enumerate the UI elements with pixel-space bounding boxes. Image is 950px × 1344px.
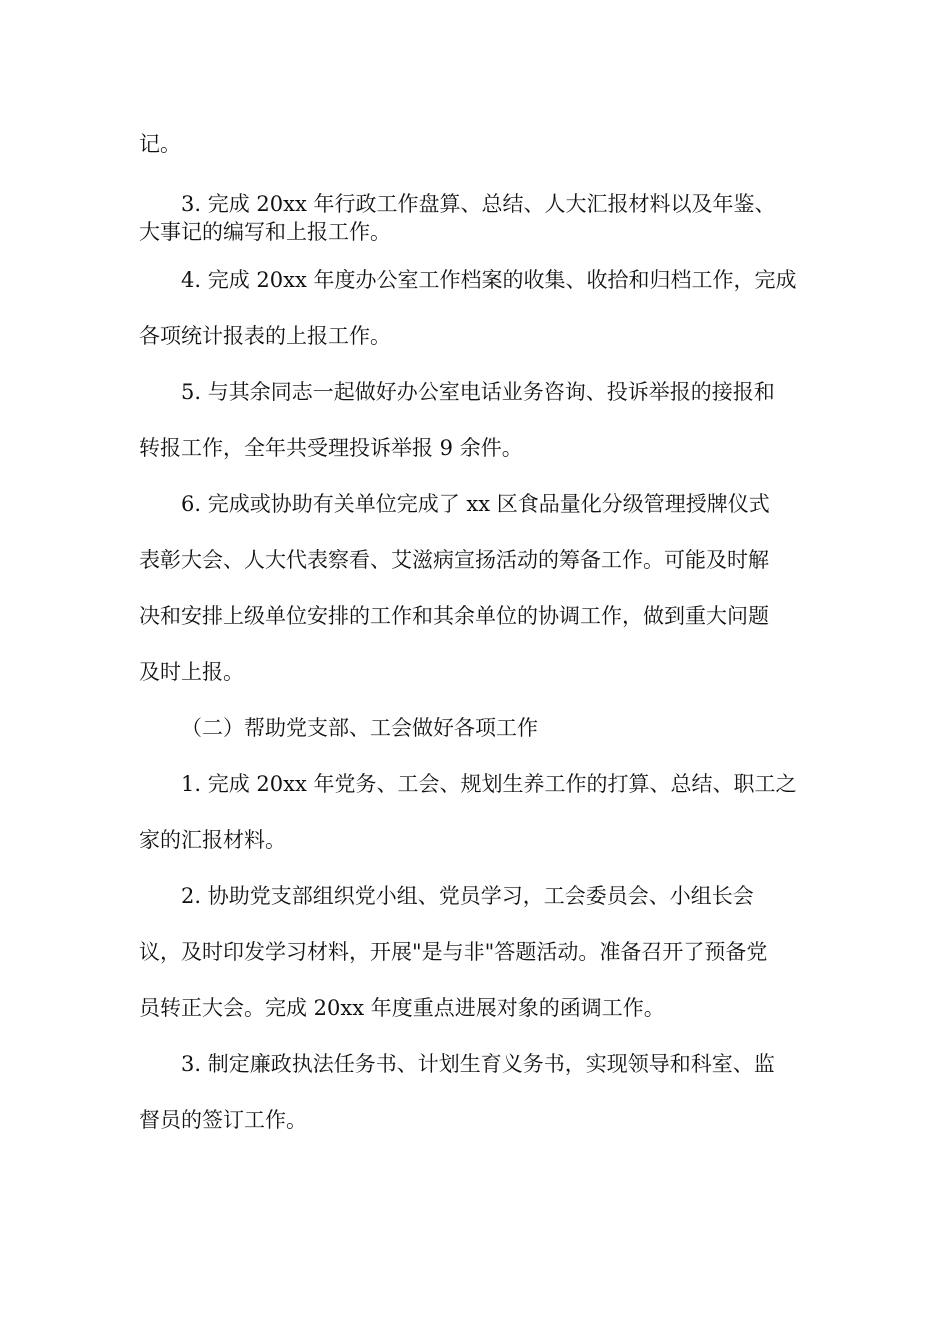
text-line: 记。 — [139, 132, 181, 156]
text-line: 大事记的编写和上报工作。 — [139, 220, 391, 244]
text-line: 1. 完成 20xx 年党务、工会、规划生养工作的打算、总结、职工之 — [181, 772, 797, 796]
text-line: 5. 与其余同志一起做好办公室电话业务咨询、投诉举报的接报和 — [181, 380, 775, 404]
text-line: 决和安排上级单位安排的工作和其余单位的协调工作，做到重大问题 — [139, 604, 769, 628]
text-line: 表彰大会、人大代表察看、艾滋病宣扬活动的筹备工作。可能及时解 — [139, 548, 769, 572]
text-line: 议，及时印发学习材料，开展"是与非"答题活动。准备召开了预备党 — [139, 940, 768, 964]
text-line: 及时上报。 — [139, 660, 244, 684]
text-line: 转报工作，全年共受理投诉举报 9 余件。 — [139, 436, 523, 460]
text-line: 3. 完成 20xx 年行政工作盘算、总结、人大汇报材料以及年鉴、 — [181, 192, 776, 216]
text-line: 各项统计报表的上报工作。 — [139, 324, 391, 348]
text-line: 2. 协助党支部组织党小组、党员学习，工会委员会、小组长会 — [181, 884, 754, 908]
text-line: 员转正大会。完成 20xx 年度重点进展对象的函调工作。 — [139, 996, 665, 1020]
text-line: 督员的签订工作。 — [139, 1108, 307, 1132]
section-heading: （二）帮助党支部、工会做好各项工作 — [181, 716, 538, 740]
text-line: 家的汇报材料。 — [139, 828, 286, 852]
text-line: 3. 制定廉政执法任务书、计划生育义务书，实现领导和科室、监 — [181, 1052, 775, 1076]
text-line: 4. 完成 20xx 年度办公室工作档案的收集、收拾和归档工作，完成 — [181, 268, 797, 292]
text-line: 6. 完成或协助有关单位完成了 xx 区食品量化分级管理授牌仪式 — [181, 492, 770, 516]
